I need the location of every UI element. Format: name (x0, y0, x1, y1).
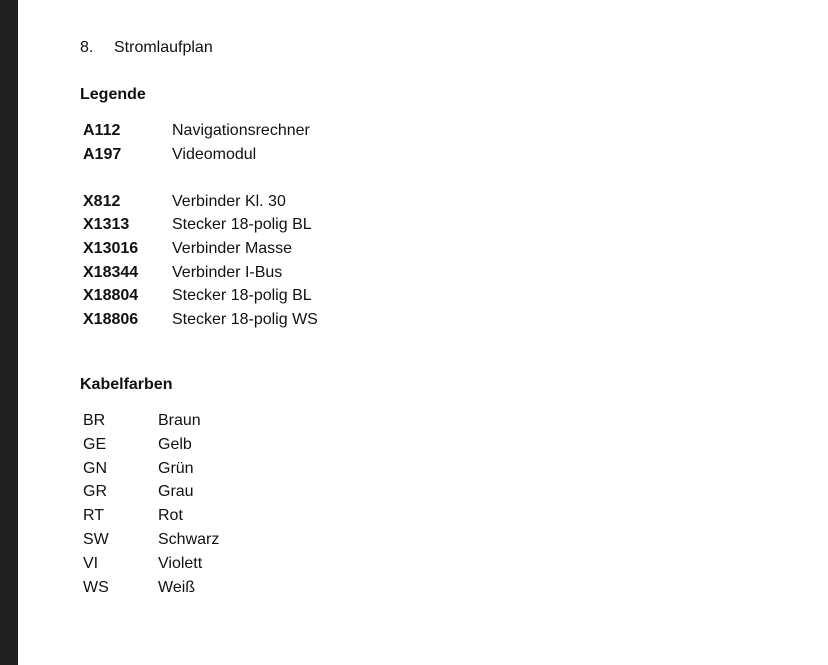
cable-color-item (83, 480, 219, 504)
cable-color-code: GR (83, 483, 107, 501)
cable-color-item (83, 528, 219, 552)
cable-color-code: WS (83, 578, 109, 596)
legend-heading: Legende (80, 86, 146, 103)
legend-list (83, 119, 318, 332)
legend-code: X812 (83, 192, 121, 210)
cable-colors-heading: Kabelfarben (80, 376, 173, 393)
legend-item (83, 143, 318, 167)
legend-description: Verbinder I-Bus (172, 263, 283, 281)
cable-color-name: Violett (158, 554, 203, 572)
legend-code: X18344 (83, 263, 139, 281)
cable-color-code: RT (83, 507, 105, 525)
cable-color-code: GE (83, 435, 107, 453)
cable-color-item (83, 457, 219, 481)
cable-color-name: Braun (158, 412, 201, 429)
legend-description: Stecker 18-polig BL (172, 287, 312, 305)
cable-color-name: Schwarz (158, 530, 220, 548)
cable-color-code: GN (83, 459, 107, 477)
legend-item (83, 213, 318, 237)
cable-color-code: VI (83, 554, 99, 572)
legend-item (83, 284, 318, 308)
legend-description: Stecker 18-polig WS (172, 311, 318, 329)
legend-code: X18806 (83, 311, 139, 329)
cable-color-item (83, 433, 219, 457)
legend-description: Verbinder Kl. 30 (172, 192, 286, 210)
cable-color-name: Grün (158, 459, 194, 477)
legend-code: X18804 (83, 287, 139, 305)
legend-item (83, 190, 318, 214)
cable-color-code: SW (83, 530, 109, 548)
cable-color-name: Gelb (158, 435, 192, 453)
legend-item (83, 261, 318, 285)
legend-item (83, 308, 318, 332)
legend-code: A197 (83, 145, 122, 163)
legend-description: Navigationsrechner (172, 122, 310, 139)
cable-color-name: Rot (158, 507, 183, 525)
section-title (80, 38, 213, 58)
legend-code: X13016 (83, 240, 139, 258)
cable-color-code: BR (83, 412, 106, 429)
cable-colors-list (83, 409, 219, 599)
cable-color-item (83, 409, 219, 433)
cable-color-name: Grau (158, 483, 194, 501)
cable-color-item (83, 552, 219, 576)
legend-description: Stecker 18-polig BL (172, 216, 312, 234)
legend-code: X1313 (83, 216, 130, 234)
legend-item (83, 119, 318, 143)
cable-color-item (83, 576, 219, 600)
legend-description: Verbinder Masse (172, 240, 293, 258)
cable-color-item (83, 504, 219, 528)
cable-color-name: Weiß (158, 578, 196, 596)
section-title-text: Stromlaufplan (114, 39, 213, 56)
section-number: 8. (80, 39, 94, 56)
legend-item (83, 237, 318, 261)
legend-description: Videomodul (172, 145, 257, 163)
legend-code: A112 (83, 122, 121, 139)
